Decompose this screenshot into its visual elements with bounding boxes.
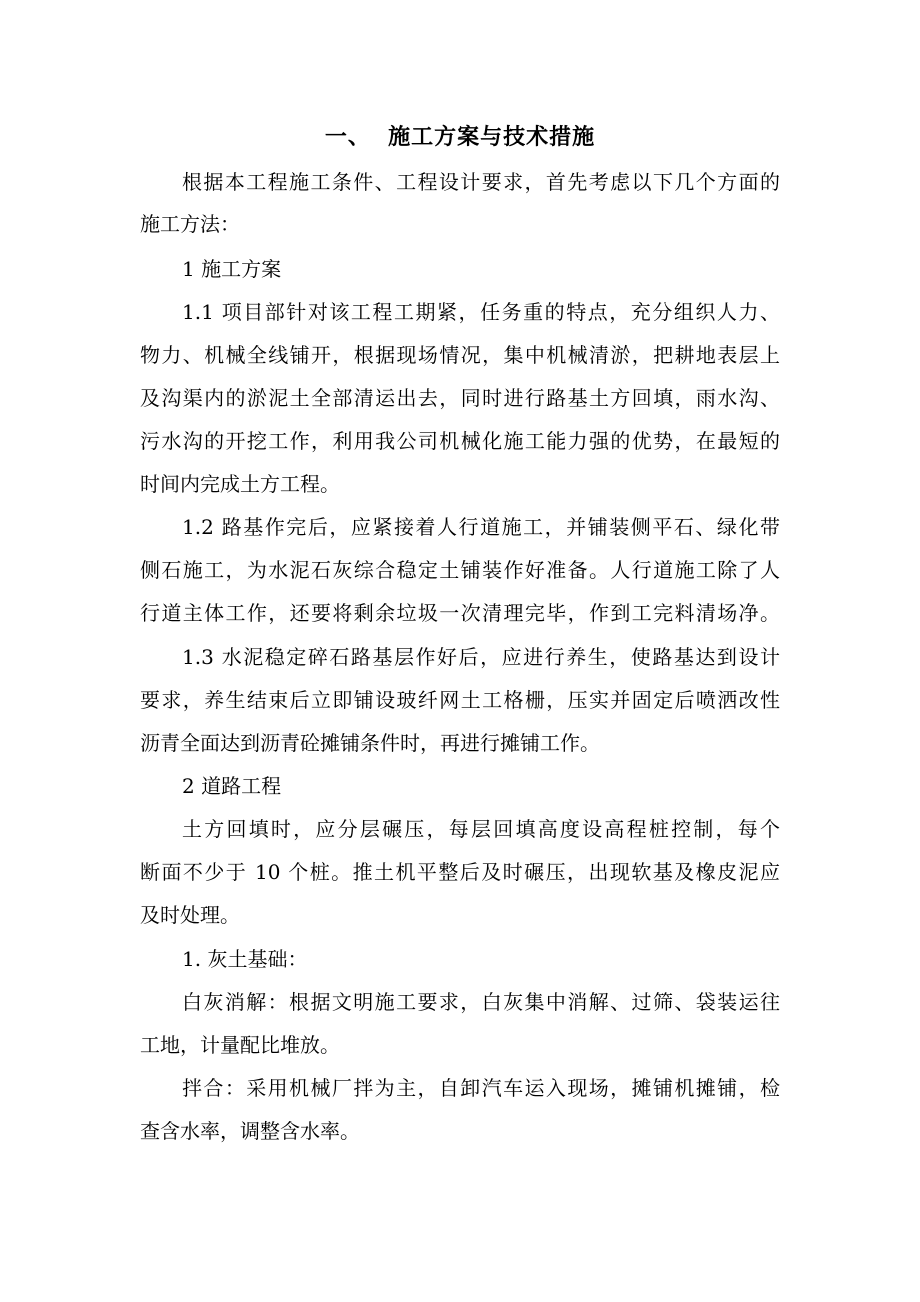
paragraph-line: 要求，养生结束后立即铺设玻纤网土工格栅，压实并固定后喷洒改性 bbox=[140, 688, 780, 712]
paragraph-line: 白灰消解：根据文明施工要求，白灰集中消解、过筛、袋装运往 bbox=[182, 990, 780, 1014]
paragraph-line: 1.1 项目部针对该工程工期紧，任务重的特点，充分组织人力、 bbox=[182, 300, 780, 324]
paragraph-line: 工地，计量配比堆放。 bbox=[140, 1033, 340, 1057]
paragraph-line: 拌合：采用机械厂拌为主，自卸汽车运入现场，摊铺机摊铺，检 bbox=[182, 1076, 780, 1100]
paragraph-line: 污水沟的开挖工作，利用我公司机械化施工能力强的优势，在最短的 bbox=[140, 429, 780, 453]
paragraph-line: 及时处理。 bbox=[140, 903, 240, 927]
section-heading: 1 施工方案 bbox=[182, 257, 282, 281]
paragraph-line: 1.2 路基作完后，应紧接着人行道施工，并铺装侧平石、绿化带 bbox=[182, 515, 780, 539]
paragraph-line: 侧石施工，为水泥石灰综合稳定土铺装作好准备。人行道施工除了人 bbox=[140, 558, 780, 582]
paragraph-line: 沥青全面达到沥青砼摊铺条件时，再进行摊铺工作。 bbox=[140, 731, 600, 755]
paragraph-line: 时间内完成土方工程。 bbox=[140, 472, 340, 496]
paragraph-line: 物力、机械全线铺开，根据现场情况，集中机械清淤，把耕地表层上 bbox=[140, 343, 780, 367]
paragraph-line: 断面不少于 10 个桩。推土机平整后及时碾压，出现软基及橡皮泥应 bbox=[140, 860, 780, 884]
paragraph-line: 及沟渠内的淤泥土全部清运出去，同时进行路基土方回填，雨水沟、 bbox=[140, 386, 780, 410]
paragraph-line: 土方回填时，应分层碾压，每层回填高度设高程桩控制，每个 bbox=[182, 817, 780, 841]
section-heading: 2 道路工程 bbox=[182, 774, 282, 798]
paragraph-line: 查含水率，调整含水率。 bbox=[140, 1119, 360, 1143]
section-heading: 1. 灰土基础： bbox=[182, 947, 308, 971]
paragraph-line: 施工方法： bbox=[140, 212, 240, 236]
paragraph-line: 行道主体工作，还要将剩余垃圾一次清理完毕，作到工完料清场净。 bbox=[140, 601, 780, 625]
paragraph-line: 根据本工程施工条件、工程设计要求，首先考虑以下几个方面的 bbox=[182, 170, 780, 194]
paragraph-line: 1.3 水泥稳定碎石路基层作好后，应进行养生，使路基达到设计 bbox=[182, 645, 780, 669]
section-title: 一、 施工方案与技术措施 bbox=[324, 124, 596, 150]
